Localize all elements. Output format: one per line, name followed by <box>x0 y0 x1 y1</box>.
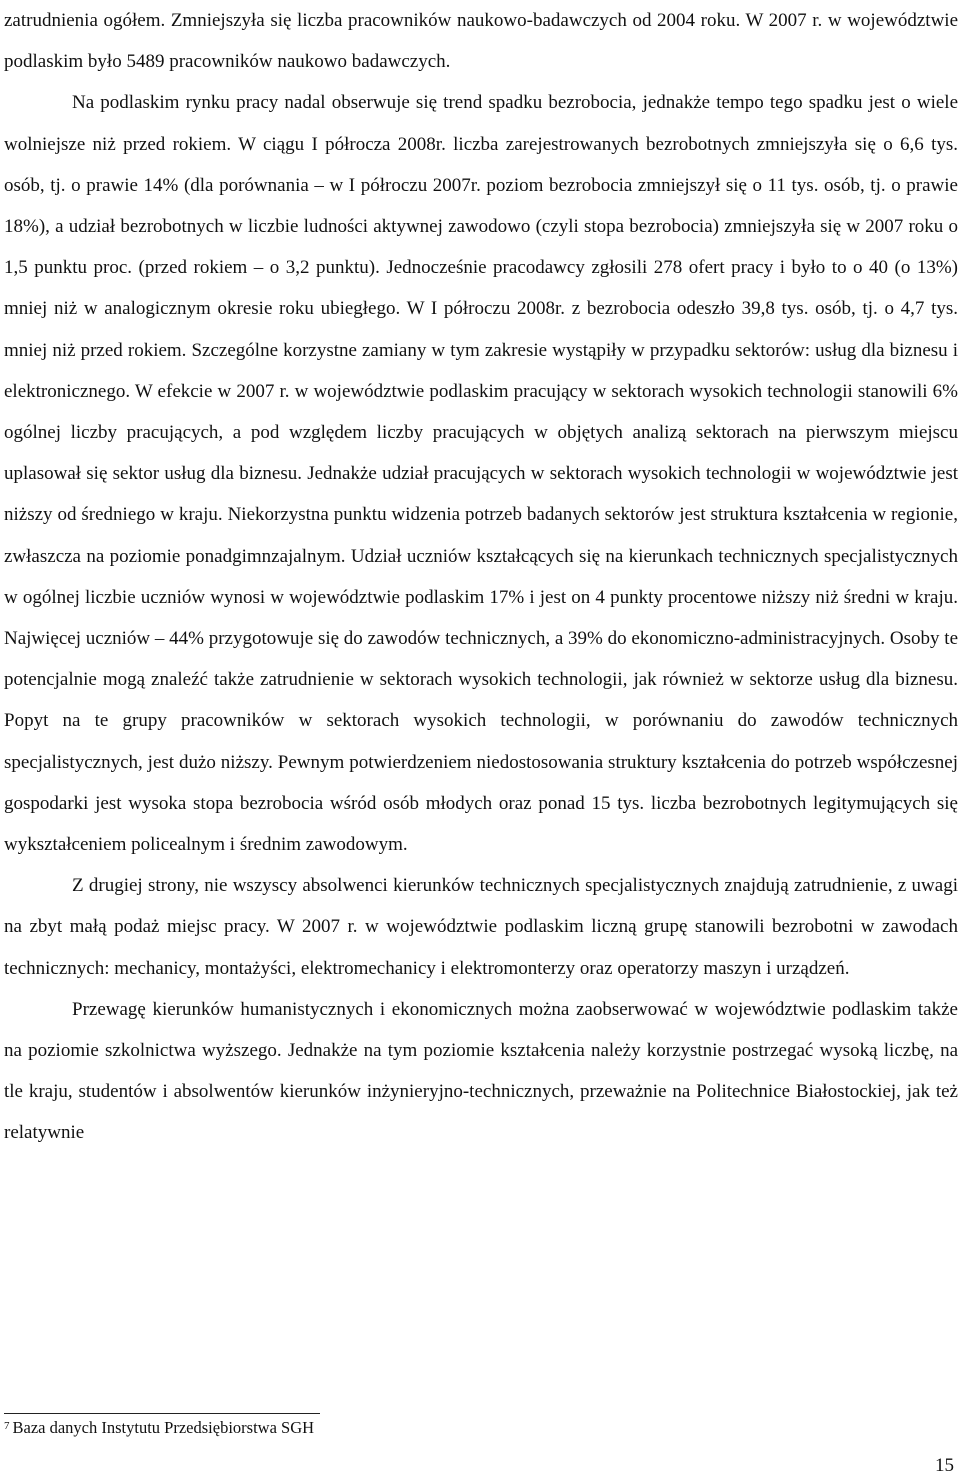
footnote-text: Baza danych Instytutu Przedsiębiorstwa SGH <box>12 1418 315 1437</box>
page-number: 15 <box>935 1455 954 1476</box>
paragraph-higher-education: Przewagę kierunków humanistycznych i ekonomicznych można zaobserwować w województwie podlaskim także na poziomie szkolnictwa wyższego. Jednakże na tym poziomie kształcenia należy korzystnie postrzegać wysoką liczbę, na tle kraju, studentów i absolwentów kierunków inżynieryjno-technicznych, przeważnie na Politechnice Białostockiej, jak też relatywnie <box>4 998 958 1144</box>
footnote-divider <box>4 1413 320 1414</box>
footnote-marker: 7 <box>4 1420 10 1432</box>
paragraph-unemployment: Na podlaskim rynku pracy nadal obserwuje się trend spadku bezrobocia, jednakże tempo tego spadku jest o wiele wolniejsze niż przed rokiem. W ciągu I półrocza 2008r. liczba zarejestrowanych bezrobotnych zmniejszyła się o 6,6 tys. osób, tj. o prawie 14% (dla porównania – w I półroczu 2007r. poziom bezrobocia zmniejszył się o 11 tys. osób, tj. o prawie 18%), a udział bezrobotnych w liczbie ludności aktywnej zawodowo (czyli stopa bezrobocia) zmniejszyła się w 2007 roku o 1,5 punktu proc. (przed rokiem – o 3,2 punktu). Jednocześnie pracodawcy zgłosili 278 ofert pracy i było to o 40 (o 13%) mniej niż w analogicznym okresie roku ubiegłego. W I półroczu 2008r. z bezrobocia odeszło 39,8 tys. osób, tj. o 4,7 tys. mniej niż przed rokiem. Szczególne korzystne zamiany w tym zakresie wystąpiły w przypadku sektorów: usług dla biznesu i elektronicznego. W efekcie w 2007 r. w województwie podlaskim pracujący w sektorach wysokich technologii stanowili 6% ogólnej liczby pracujących, a pod względem liczby pracujących w objętych analizą sektorach na pierwszym miejscu uplasował się sektor usług dla biznesu. Jednakże udział pracujących w sektorach wysokich technologii w województwie jest niższy od średniego w kraju. Niekorzystna punktu widzenia potrzeb badanych sektorów jest struktura kształcenia w regionie, zwłaszcza na poziomie ponadgimnzajalnym. Udział uczniów kształcących się na kierunkach technicznych specjalistycznych w ogólnej liczbie uczniów wynosi w województwie podlaskim 17% i jest on 4 punkty procentowe niższy niż średni w kraju. Najwięcej uczniów – 44% przygotowuje się do zawodów technicznych, a 39% do ekonomiczno-administracyjnych. Osoby te potencjalnie mogą znaleźć także zatrudnienie w sektorach wysokich technologii, jak również w sektorze usług dla biznesu. Popyt na te grupy pracowników w sektorach wysokich technologii, w porównaniu do zawodów technicznych specjalistycznych, jest dużo niższy. Pewnym potwierdzeniem niedostosowania struktury kształcenia do potrzeb współczesnej gospodarki jest wysoka stopa bezrobocia wśród osób młodych oraz ponad 15 tys. liczba bezrobotnych legitymujących się wykształceniem policealnym i średnim zawodowym. <box>4 92 958 856</box>
paragraph-graduates: Z drugiej strony, nie wszyscy absolwenci kierunków technicznych specjalistycznych znajdują zatrudnienie, z uwagi na zbyt małą podaż miejsc pracy. W 2007 r. w województwie podlaskim liczną grupę stanowili bezrobotni w zawodach technicznych: mechanicy, montażyści, elektromechanicy i elektromonterzy oraz operatorzy maszyn i urządzeń. <box>4 875 958 979</box>
footnote <box>4 1418 314 1438</box>
body-text <box>4 0 958 1154</box>
paragraph-continuation: zatrudnienia ogółem. Zmniejszyła się liczba pracowników naukowo-badawczych od 2004 roku. W 2007 r. w województwie podlaskim było 5489 pracowników naukowo badawczych. <box>4 10 958 73</box>
